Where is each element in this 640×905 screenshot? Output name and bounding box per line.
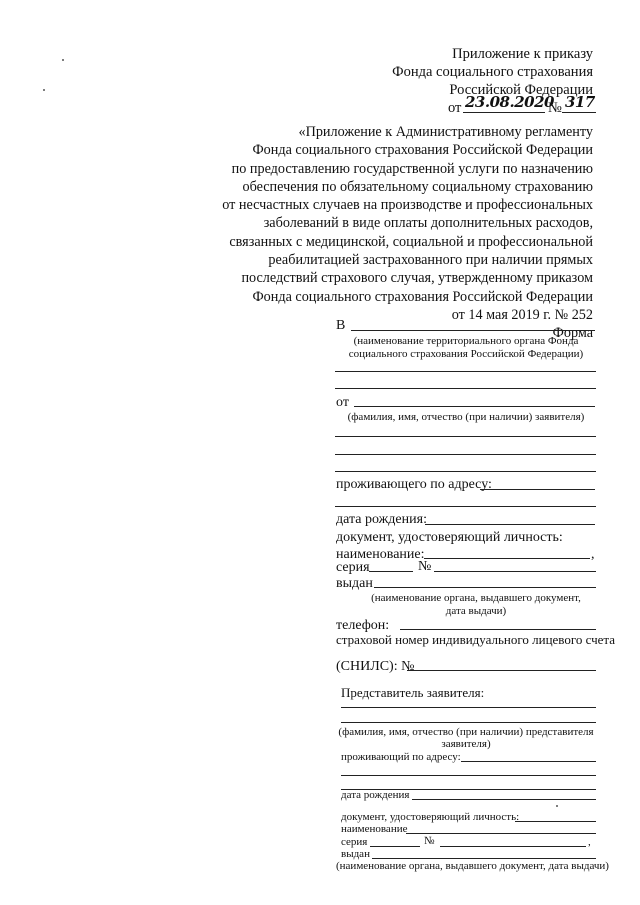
rep-field-line-2[interactable] xyxy=(341,722,596,723)
rep-address-line-2[interactable] xyxy=(341,775,596,776)
from-label: от xyxy=(336,395,349,410)
scan-speck xyxy=(556,805,558,807)
address-label: проживающего по адресу: xyxy=(336,477,492,492)
rep-series-field[interactable] xyxy=(370,846,420,847)
to-field[interactable] xyxy=(351,330,595,331)
id-name-field[interactable] xyxy=(424,558,590,559)
id-name-label: наименование: xyxy=(336,547,425,562)
regulation-line: по предоставлению государственной услуги по назначению xyxy=(231,160,593,177)
header-line-3: Российской Федерации xyxy=(449,82,593,98)
regulation-line: Фонда социального страхования Российской Федерации xyxy=(252,142,593,159)
regulation-line: реабилитацией застрахованного при наличии прямых xyxy=(268,252,593,269)
form-label: Форма xyxy=(552,325,593,342)
regulation-line: последствий страхового случая, утвержденному приказом xyxy=(241,270,593,287)
to-field-line-2[interactable] xyxy=(335,371,596,372)
scan-speck xyxy=(43,89,45,91)
insurance-label: страховой номер индивидуального лицевого счета xyxy=(336,632,616,647)
order-from-label: от xyxy=(448,100,462,116)
birth-label: дата рождения: xyxy=(336,512,427,527)
rep-title: Представитель заявителя: xyxy=(341,685,485,700)
rep-birth-label: дата рождения xyxy=(341,789,410,801)
regulation-line: от несчастных случаев на производстве и профессиональных xyxy=(222,197,593,214)
rep-hint-1: (фамилия, имя, отчество (при наличии) представителя xyxy=(338,726,594,738)
number-field[interactable] xyxy=(434,571,596,572)
order-date-handwritten: 23.08.2020 xyxy=(465,93,554,111)
rep-field-line-1[interactable] xyxy=(341,707,596,708)
rep-name-label: наименование xyxy=(341,823,408,835)
address-field-line-2[interactable] xyxy=(335,506,596,507)
phone-label: телефон: xyxy=(336,618,390,633)
rep-hint-2: заявителя) xyxy=(441,738,491,750)
issued-hint-1: (наименование органа, выдавшего документ, xyxy=(371,592,581,604)
header-line-2: Фонда социального страхования xyxy=(392,64,593,80)
address-field[interactable] xyxy=(480,489,595,490)
regulation-line: Фонда социального страхования Российской Федерации xyxy=(252,288,593,305)
regulation-line: заболеваний в виде оплаты дополнительных расходов, xyxy=(263,215,593,232)
rep-issued-hint: (наименование органа, выдавшего документ, дата выдачи) xyxy=(336,860,609,872)
regulation-line: от 14 мая 2019 г. № 252 xyxy=(451,306,593,323)
to-hint-1: (наименование территориального органа Фонда xyxy=(353,335,579,347)
to-field-line-3[interactable] xyxy=(335,388,596,389)
id-name-comma: , xyxy=(591,547,595,562)
snils-field[interactable] xyxy=(407,670,596,671)
to-hint-2: социального страхования Российской Федерации) xyxy=(348,348,584,360)
issued-label: выдан xyxy=(336,576,373,591)
rep-series-label: серия xyxy=(341,836,368,848)
series-field[interactable] xyxy=(369,571,413,572)
snils-label: (СНИЛС): № xyxy=(336,659,415,674)
id-doc-label: документ, удостоверяющий личность: xyxy=(336,530,563,545)
rep-number-label: № xyxy=(424,835,435,847)
rep-address-field[interactable] xyxy=(461,761,596,762)
series-label: серия xyxy=(336,560,370,575)
from-hint: (фамилия, имя, отчество (при наличии) заявителя) xyxy=(347,411,585,423)
issued-field[interactable] xyxy=(374,587,596,588)
phone-field[interactable] xyxy=(400,629,596,630)
regulation-block xyxy=(222,123,593,343)
order-number-label: № xyxy=(548,100,562,116)
issued-hint-2: дата выдачи) xyxy=(445,605,507,617)
from-field-line-4[interactable] xyxy=(335,471,596,472)
rep-id-doc-field[interactable] xyxy=(515,821,596,822)
number-label: № xyxy=(418,559,432,574)
rep-issued-label: выдан xyxy=(341,848,370,860)
from-field[interactable] xyxy=(354,406,595,407)
header-line-1: Приложение к приказу xyxy=(452,46,593,62)
rep-number-comma: , xyxy=(588,836,591,848)
to-label: В xyxy=(336,318,346,333)
rep-number-field[interactable] xyxy=(440,846,586,847)
rep-address-label: проживающий по адресу: xyxy=(341,751,461,763)
from-field-line-3[interactable] xyxy=(335,454,596,455)
regulation-line: «Приложение к Административному регламенту xyxy=(298,124,593,140)
regulation-line: связанных с медицинской, социальной и профессиональной xyxy=(229,233,593,250)
order-date-number xyxy=(448,90,598,116)
rep-name-field[interactable] xyxy=(406,833,596,834)
birth-field[interactable] xyxy=(425,524,595,525)
rep-birth-field[interactable] xyxy=(412,799,596,800)
regulation-line: обеспечения по обязательному социальному страхованию xyxy=(242,178,593,195)
from-field-line-2[interactable] xyxy=(335,436,596,437)
rep-id-doc-label: документ, удостоверяющий личность: xyxy=(341,811,520,823)
order-number-handwritten: 317 xyxy=(565,93,595,111)
scan-speck xyxy=(62,59,64,61)
